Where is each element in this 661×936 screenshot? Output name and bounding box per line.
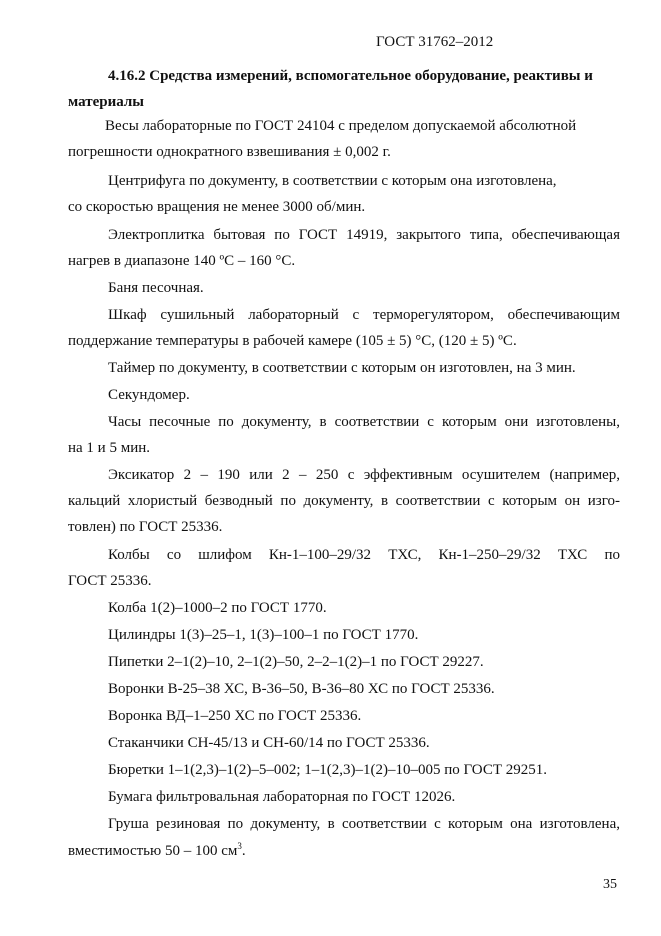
filter-paper-line: Бумага фильтровальная лабораторная по ГОСТ 12026. <box>108 789 456 805</box>
drying-cabinet-line1: Шкаф сушильный лабораторный с терморегулятором, обеспечивающим <box>108 307 620 323</box>
cups-line: Стаканчики СН-45/13 и СН-60/14 по ГОСТ 25336. <box>108 735 430 751</box>
stopwatch-line: Секундомер. <box>108 387 190 403</box>
sandglass-line2: на 1 и 5 мин. <box>68 440 151 456</box>
scales-line2: погрешности однократного взвешивания ± 0,002 г. <box>68 144 391 160</box>
desiccator-line2: кальций хлористый безводный по документу, в соответствии с которым он изго- <box>68 493 620 509</box>
flasks-line1: Колбы со шлифом Кн-1–100–29/32 ТХС, Кн-1–250–29/32 ТХС по <box>108 547 620 563</box>
desiccator-line1: Эксикатор 2 – 190 или 2 – 250 с эффективным осушителем (например, <box>108 467 620 483</box>
stove-line2: нагрев в диапазоне 140 ºС – 160 °С. <box>68 253 296 269</box>
flask-line: Колба 1(2)–1000–2 по ГОСТ 1770. <box>108 600 327 616</box>
scales-line1: Весы лабораторные по ГОСТ 24104 с пределом допускаемой абсолютной <box>105 118 577 134</box>
section-number: 4.16.2 <box>108 68 146 84</box>
sand-bath-line: Баня песочная. <box>108 280 204 296</box>
drying-cabinet-line2: поддержание температуры в рабочей камере (105 ± 5) °С, (120 ± 5) ºС. <box>68 333 517 349</box>
page-number: 35 <box>603 877 617 892</box>
sandglass-line1: Часы песочные по документу, в соответствии с которым они изготовлены, <box>108 414 620 430</box>
section-title-line1: Средства измерений, вспомогательное оборудование, реактивы и <box>149 68 593 84</box>
section-title-line2: материалы <box>68 94 144 110</box>
stove-line1: Электроплитка бытовая по ГОСТ 14919, закрытого типа, обеспечивающая <box>108 227 620 243</box>
flasks-line2: ГОСТ 25336. <box>68 573 152 589</box>
centrifuge-line1: Центрифуга по документу, в соответствии с которым она изготовлена, <box>108 173 557 189</box>
rubber-bulb-capacity: вместимостью 50 – 100 см <box>68 843 238 859</box>
cubic-superscript: 3 <box>237 841 242 851</box>
desiccator-line3: товлен) по ГОСТ 25336. <box>68 519 223 535</box>
timer-line: Таймер по документу, в соответствии с которым он изготовлен, на 3 мин. <box>108 360 576 376</box>
section-heading <box>68 63 621 115</box>
pipettes-line: Пипетки 2–1(2)–10, 2–1(2)–50, 2–2–1(2)–1 по ГОСТ 29227. <box>108 654 484 670</box>
rubber-bulb-end: . <box>241 843 246 859</box>
rubber-bulb-line2 <box>68 843 246 860</box>
document-header: ГОСТ 31762–2012 <box>376 34 494 50</box>
cylinders-line: Цилиндры 1(3)–25–1, 1(3)–100–1 по ГОСТ 1770. <box>108 627 419 643</box>
burettes-line: Бюретки 1–1(2,3)–1(2)–5–002; 1–1(2,3)–1(2)–10–005 по ГОСТ 29251. <box>108 762 547 778</box>
funnels-line: Воронки В-25–38 ХС, В-36–50, В-36–80 ХС по ГОСТ 25336. <box>108 681 495 697</box>
rubber-bulb-line1: Груша резиновая по документу, в соответствии с которым она изготовлена, <box>108 816 620 832</box>
funnel-vd-line: Воронка ВД–1–250 ХС по ГОСТ 25336. <box>108 708 362 724</box>
centrifuge-line2: со скоростью вращения не менее 3000 об/мин. <box>68 199 366 215</box>
